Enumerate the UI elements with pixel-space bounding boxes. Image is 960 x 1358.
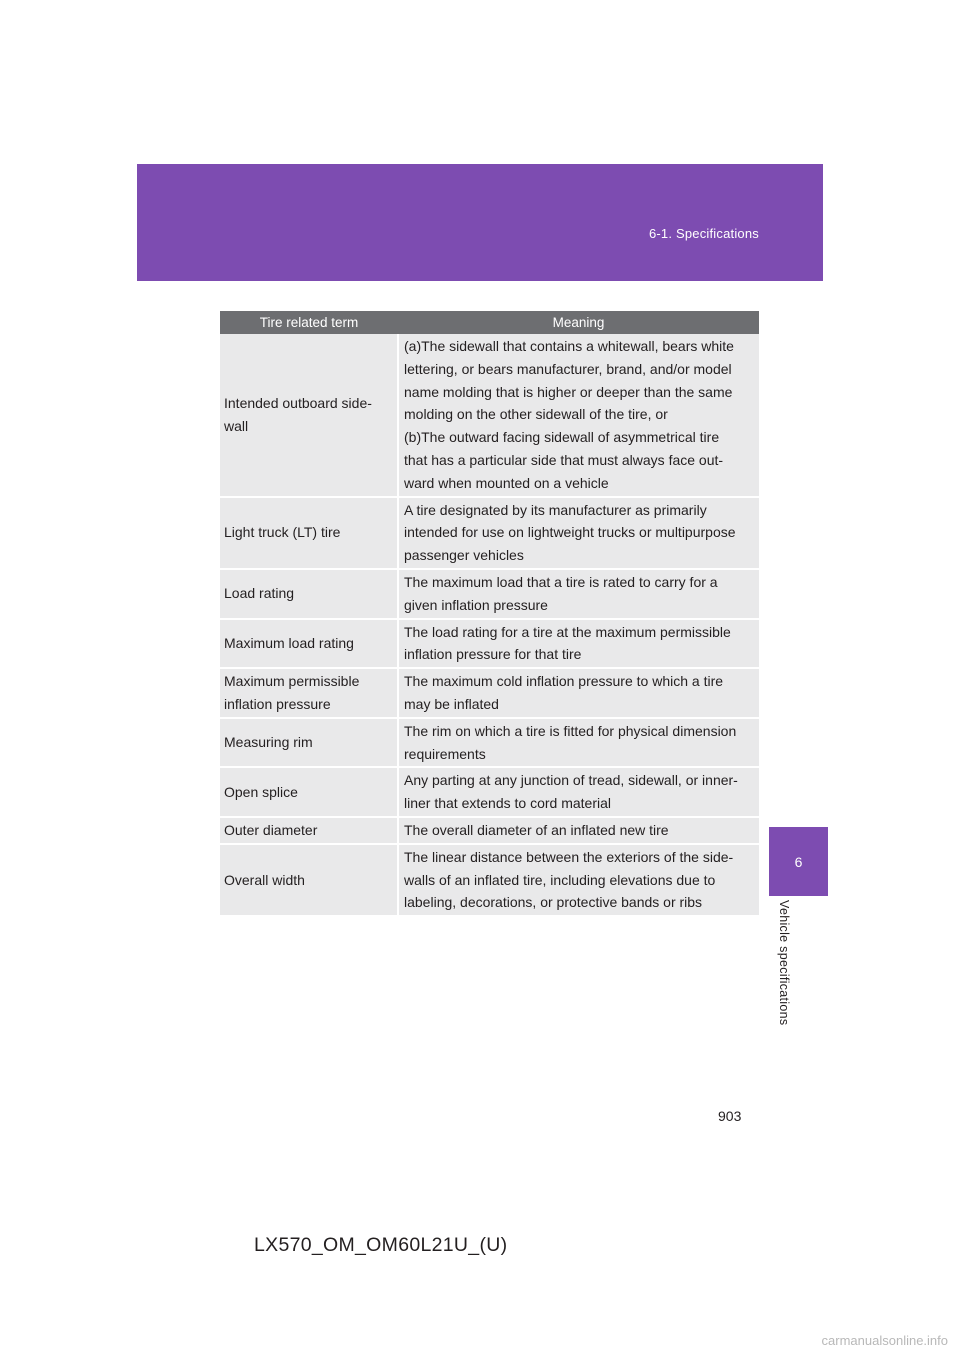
table-row — [220, 619, 759, 669]
row-meaning: (a)The sidewall that contains a whitewall, bears white lettering, or bears manufacturer, brand, and/or model name molding that is higher or deeper than the same molding on the other sidewall of the tire, or (b)The outward facing sidewall of asymmetrical tire that has a particular side that must always face out- ward when mounted on a vehicle — [398, 334, 759, 497]
row-meaning: The rim on which a tire is fitted for physical dimension requirements — [398, 718, 759, 768]
table-row — [220, 334, 759, 497]
table-row — [220, 718, 759, 768]
row-term: Outer diameter — [220, 817, 398, 844]
row-meaning: Any parting at any junction of tread, sidewall, or inner- liner that extends to cord material — [398, 767, 759, 817]
table-row — [220, 668, 759, 718]
table-row — [220, 844, 759, 916]
table-row — [220, 817, 759, 844]
section-title: 6-1. Specifications — [648, 226, 759, 241]
tire-terms-table — [220, 311, 759, 917]
document-code: LX570_OM_OM60L21U_(U) — [254, 1234, 508, 1256]
row-term: Measuring rim — [220, 718, 398, 768]
page-number: 903 — [718, 1108, 742, 1124]
row-meaning: The maximum load that a tire is rated to carry for a given inflation pressure — [398, 569, 759, 619]
row-meaning: A tire designated by its manufacturer as primarily intended for use on lightweight trucks or multipurpose passenger vehicles — [398, 497, 759, 569]
column-header-meaning: Meaning — [398, 311, 759, 334]
table-row — [220, 569, 759, 619]
row-meaning: The linear distance between the exteriors of the side- walls of an inflated tire, including elevations due to labeling, decorations, or protective bands or ribs — [398, 844, 759, 916]
row-term: Overall width — [220, 844, 398, 916]
row-term: Open splice — [220, 767, 398, 817]
table-body — [220, 334, 759, 916]
header-band — [137, 164, 823, 281]
row-meaning: The overall diameter of an inflated new tire — [398, 817, 759, 844]
watermark: carmanualsonline.info — [821, 1333, 948, 1348]
chapter-side-label: Vehicle specifications — [777, 900, 791, 1026]
row-term: Maximum load rating — [220, 619, 398, 669]
row-meaning: The load rating for a tire at the maximum permissible inflation pressure for that tire — [398, 619, 759, 669]
row-term: Load rating — [220, 569, 398, 619]
table-row — [220, 497, 759, 569]
row-term: Light truck (LT) tire — [220, 497, 398, 569]
chapter-tab: 6 — [769, 827, 828, 896]
table-header-row — [220, 311, 759, 334]
row-term: Intended outboard side- wall — [220, 334, 398, 497]
row-meaning: The maximum cold inflation pressure to which a tire may be inflated — [398, 668, 759, 718]
row-term: Maximum permissible inflation pressure — [220, 668, 398, 718]
table-row — [220, 767, 759, 817]
column-header-term: Tire related term — [220, 311, 398, 334]
